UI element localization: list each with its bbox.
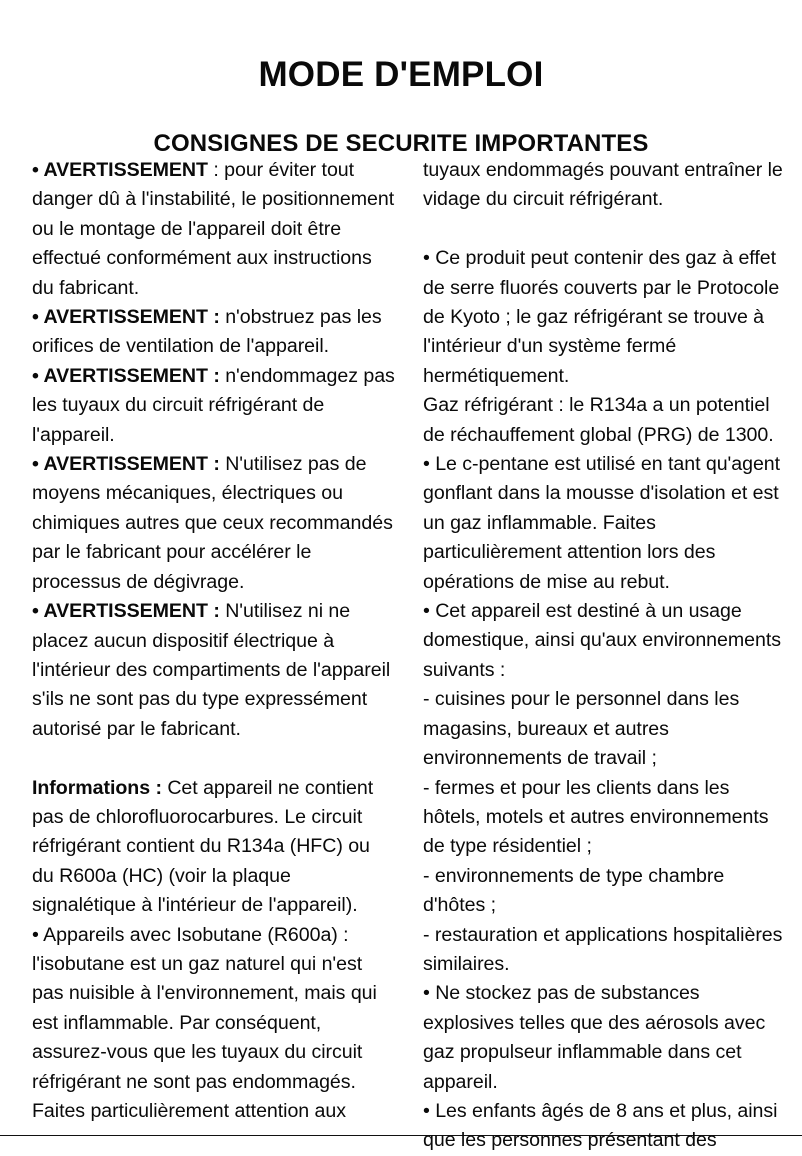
paragraph-body: - fermes et pour les clients dans les hôtels, motels et autres environnements de type résidentiel ; (423, 776, 769, 858)
paragraph-env-bnb (423, 862, 786, 921)
paragraph-children (423, 1097, 786, 1156)
paragraph-lead: • AVERTISSEMENT : (32, 306, 220, 329)
paragraph-c-pentane (423, 450, 786, 597)
paragraph-env-catering (423, 921, 786, 980)
text-column-left (0, 156, 417, 1126)
paragraph-lead: Informations : (32, 776, 162, 799)
paragraph-body: n'obstruez pas les orifices de ventilation de l'appareil. (32, 306, 382, 358)
paragraph-env-kitchens (423, 685, 786, 773)
page-title: MODE D'EMPLOI (258, 55, 544, 95)
paragraph-body: - cuisines pour le personnel dans les magasins, bureaux et autres environnements de travail ; (423, 688, 740, 770)
paragraph-body: • Le c-pentane est utilisé en tant qu'agent gonflant dans la mousse d'isolation et est un gaz inflammable. Faites particulièrement attention lors des opérations de mise au rebut. (423, 453, 781, 593)
paragraph-body: - environnements de type chambre d'hôtes ; (423, 864, 725, 917)
two-column-body (0, 156, 802, 1152)
paragraph-gwp (423, 391, 786, 450)
paragraph-lead: • AVERTISSEMENT : (32, 364, 220, 387)
paragraph-pipes-continued (423, 156, 786, 215)
paragraph-body: Cet appareil ne contient pas de chlorofluorocarbures. Le circuit réfrigérant contient du R134a (HFC) ou du R600a (HC) (voir la plaque signalétique à l'intérieur de l'appareil). (32, 776, 374, 917)
paragraph-body: Gaz réfrigérant : le R134a a un potentiel de réchauffement global (PRG) de 1300. (423, 394, 774, 446)
paragraph-domestic-use (423, 597, 786, 685)
paragraph-body: : pour éviter tout danger dû à l'instabilité, le positionnement ou le montage de l'appareil doit être effectué conformément aux instructions du fabricant. (32, 159, 395, 299)
paragraph-body: N'utilisez pas de moyens mécaniques, électriques ou chimiques autres que ceux recommandés par le fabricant pour accélérer le processus de dégivrage. (32, 453, 393, 593)
paragraph-lead: • AVERTISSEMENT : (32, 453, 220, 476)
paragraph-lead: • AVERTISSEMENT : (32, 600, 220, 623)
text-column-right (417, 156, 802, 1156)
paragraph-lead: • AVERTISSEMENT (32, 159, 208, 181)
paragraph-warning-defrost (32, 450, 395, 597)
paragraph-env-farms (423, 774, 786, 862)
paragraph-warning-vents (32, 303, 395, 362)
paragraph-body: • Cet appareil est destiné à un usage domestique, ainsi qu'aux environnements suivants : (423, 600, 781, 681)
paragraph-kyoto-gases (423, 244, 786, 391)
paragraph-body: • Ce produit peut contenir des gaz à effet de serre fluorés couverts par le Protocole de Kyoto ; le gaz réfrigérant se trouve à l'intérieur d'un système fermé hermétiquement. (423, 247, 780, 387)
paragraph-body: • Appareils avec Isobutane (R600a) : l'isobutane est un gaz naturel qui n'est pas nuisible à l'environnement, mais qui est inflammable. Par conséquent, assurez-vous que les tuyaux du circuit réfrigérant ne sont pas endommagés. Faites particulièrement attention aux (32, 923, 377, 1122)
page-subtitle: CONSIGNES DE SECURITE IMPORTANTES (153, 129, 649, 157)
paragraph-informations-cfc (32, 774, 395, 921)
paragraph-isobutane (32, 921, 395, 1127)
paragraph-body: • Ne stockez pas de substances explosives telles que des aérosols avec gaz propulseur inflammable dans cet appareil. (423, 982, 766, 1093)
paragraph-body: • Les enfants âgés de 8 ans et plus, ainsi que les personnes présentant des (423, 1099, 778, 1152)
paragraph-body: n'endommagez pas les tuyaux du circuit réfrigérant de l'appareil. (32, 364, 395, 446)
paragraph-warning-stability (32, 156, 395, 303)
paragraph-warning-electrical-devices (32, 597, 395, 744)
paragraph-warning-pipes (32, 362, 395, 450)
paragraph-body: tuyaux endommagés pouvant entraîner le vidage du circuit réfrigérant. (423, 159, 783, 211)
paragraph-no-explosives (423, 979, 786, 1097)
paragraph-body: N'utilisez ni ne placez aucun dispositif électrique à l'intérieur des compartiments de l'appareil s'ils ne sont pas du type expressément autorisé par le fabricant. (32, 600, 391, 740)
paragraph-body: - restauration et applications hospitalières similaires. (423, 923, 783, 975)
